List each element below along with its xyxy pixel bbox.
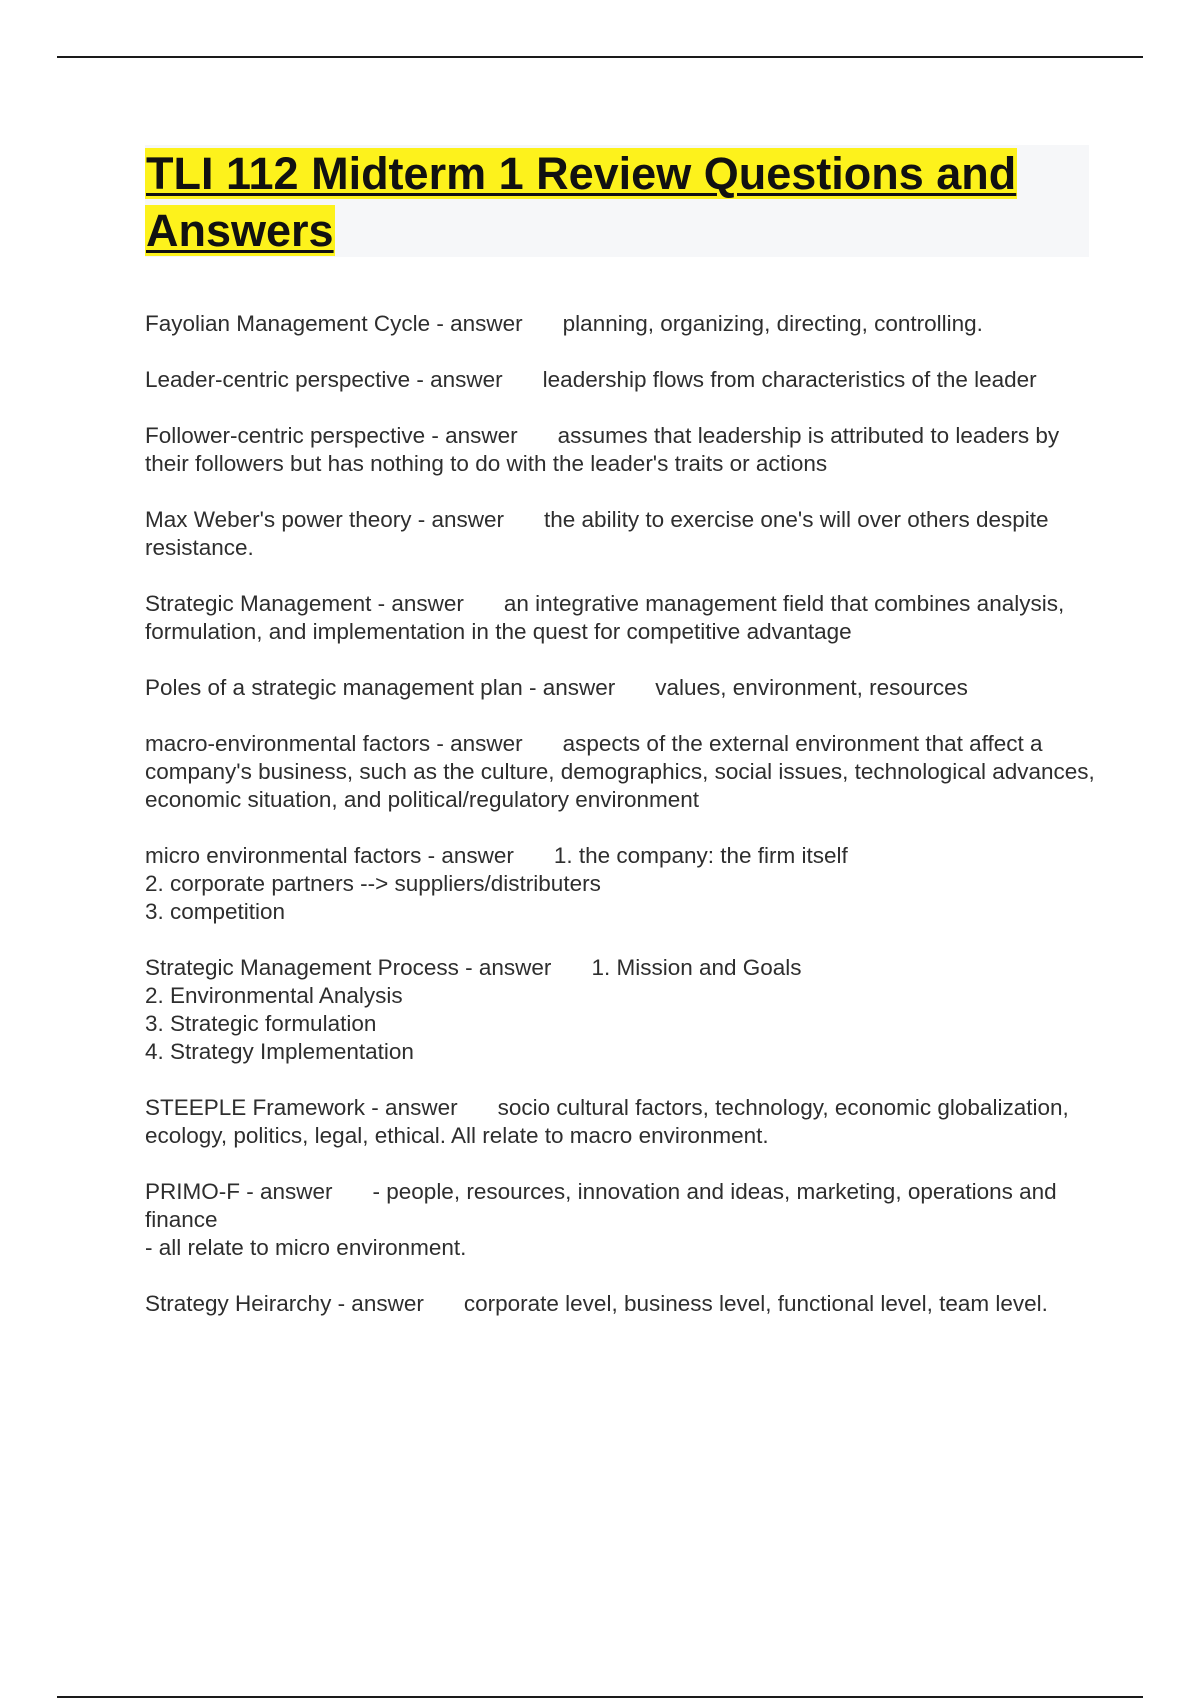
qa-answer: leadership flows from characteristics of the leader: [542, 367, 1037, 392]
qa-entry: [145, 954, 1095, 1066]
qa-answer: - people, resources, innovation and ideas, marketing, operations and finance - all relate to micro environment.: [145, 1179, 1057, 1260]
qa-answer: socio cultural factors, technology, economic globalization, ecology, politics, legal, ethical. All relate to macro environment.: [145, 1095, 1069, 1148]
qa-entry: [145, 1178, 1095, 1262]
qa-entry: [145, 310, 1095, 338]
qa-answer: 1. the company: the firm itself 2. corporate partners --> suppliers/distributers 3. competition: [145, 843, 848, 924]
page-title-text: TLI 112 Midterm 1 Review Questions and Answers: [146, 148, 1017, 256]
qa-answer: values, environment, resources: [655, 675, 968, 700]
qa-list: [145, 310, 1095, 1346]
qa-term: Strategy Heirarchy - answer: [145, 1291, 424, 1316]
qa-term: Strategic Management Process - answer: [145, 955, 552, 980]
qa-term: Poles of a strategic management plan - answer: [145, 675, 616, 700]
bottom-divider: [57, 1696, 1143, 1698]
qa-term: micro environmental factors - answer: [145, 843, 514, 868]
title-block: [145, 145, 1089, 257]
qa-term: macro-environmental factors - answer: [145, 731, 523, 756]
qa-entry: [145, 842, 1095, 926]
qa-answer: the ability to exercise one's will over others despite resistance.: [145, 507, 1049, 560]
qa-term: Follower-centric perspective - answer: [145, 423, 518, 448]
qa-entry: [145, 1094, 1095, 1150]
qa-term: Strategic Management - answer: [145, 591, 464, 616]
qa-term: STEEPLE Framework - answer: [145, 1095, 458, 1120]
qa-term: Leader-centric perspective - answer: [145, 367, 503, 392]
qa-answer: an integrative management field that combines analysis, formulation, and implementation in the quest for competitive advantage: [145, 591, 1065, 644]
qa-entry: [145, 506, 1095, 562]
page-title: [145, 145, 1089, 259]
qa-entry: [145, 1290, 1095, 1318]
qa-term: Max Weber's power theory - answer: [145, 507, 505, 532]
qa-answer: corporate level, business level, functional level, team level.: [463, 1291, 1048, 1316]
qa-answer: assumes that leadership is attributed to leaders by their followers but has nothing to do with the leader's traits or actions: [145, 423, 1060, 476]
qa-entry: [145, 422, 1095, 478]
top-divider: [57, 56, 1143, 58]
qa-entry: [145, 674, 1095, 702]
qa-answer: 1. Mission and Goals 2. Environmental Analysis 3. Strategic formulation 4. Strategy Implementation: [145, 955, 802, 1064]
qa-entry: [145, 366, 1095, 394]
qa-term: PRIMO-F - answer: [145, 1179, 333, 1204]
qa-entry: [145, 590, 1095, 646]
qa-entry: [145, 730, 1095, 814]
qa-term: Fayolian Management Cycle - answer: [145, 311, 523, 336]
qa-answer: aspects of the external environment that affect a company's business, such as the culture, demographics, social issues, technological advances, economic situation, and political/regulatory environment: [145, 731, 1095, 812]
qa-answer: planning, organizing, directing, controlling.: [562, 311, 983, 336]
